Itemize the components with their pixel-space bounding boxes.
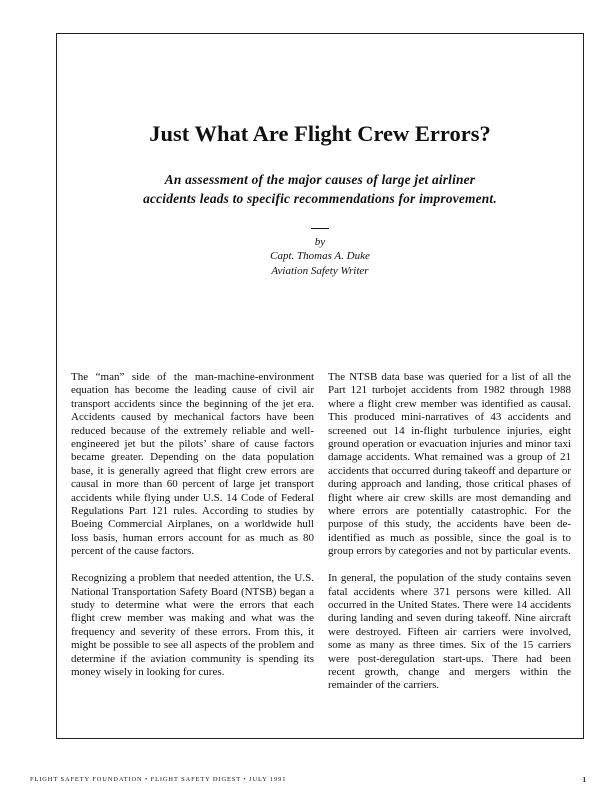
byline — [56, 235, 584, 278]
article-title: Just What Are Flight Crew Errors? — [149, 121, 491, 146]
byline-by: by — [314, 236, 326, 248]
page-footer — [30, 776, 586, 786]
body-paragraph: The NTSB data base was queried for a list of all the Part 121 turbojet accidents from 1982 through 1988 where a flight crew member was identified as causal. This produced mini-narratives of 43 accidents and screened out 14 in-flight turbulence injuries, eight ground operation or evacuation injuries and minor taxi damage accidents. What remained was a group of 21 accidents that occurred during takeoff and departure or during approach and landing, those critical phases of flight where air crew skills are most demanding and where errors are potentially catastrophic. For the purpose of this study, the accidents have been de-identified as much as possible, since the goal is to group errors by categories and not by particular events. — [328, 371, 571, 558]
left-column — [71, 371, 314, 693]
author-name: Capt. Thomas A. Duke — [270, 250, 370, 263]
page-number: 1 — [582, 776, 586, 784]
body-paragraph: The “man” side of the man-machine-environment equation has become the leading cause of civil air transport accidents since the beginning of the jet era. Accidents caused by mechanical factors have been reduced because of the extremely reliable and well-engineered jet but the pilots’ share of cause factors became greater. Depending on the data population base, it is generally agreed that flight crew errors are causal in more than 60 percent of large jet transport accidents while flying under U.S. 14 Code of Federal Regulations Part 121 rules. According to studies by Boeing Commercial Airplanes, on a worldwide hull loss basis, human errors account for as much as 80 percent of the cause factors. — [71, 371, 314, 558]
body-paragraph: Recognizing a problem that needed attention, the U.S. National Transportation Safety Board (NTSB) began a study to determine what were the errors that each flight crew member was making and what was the frequency and severity of these errors. From this, it might be possible to see all aspects of the problem and determine if the aviation community is spending its money wisely in looking for cures. — [71, 572, 314, 679]
footer-publication: FLIGHT SAFETY FOUNDATION • FLIGHT SAFETY DIGEST • JULY 1991 — [30, 776, 287, 783]
right-column — [328, 371, 571, 706]
author-title: Aviation Safety Writer — [271, 264, 369, 277]
title-separator — [311, 228, 329, 229]
body-paragraph: In general, the population of the study contains seven fatal accidents where 371 persons were killed. All occurred in the United States. There were 14 accidents during landing and seven during takeoff. Nine aircraft were destroyed. Fifteen air carriers were involved, some as many as three times. Six of the 15 carriers were post-deregulation start-ups. There had been recent growth, change and mergers within the remainder of the carriers. — [328, 572, 571, 692]
article-subtitle: An assessment of the major causes of large jet airliner accidents leads to specific recommendations for improvement. — [143, 172, 497, 206]
